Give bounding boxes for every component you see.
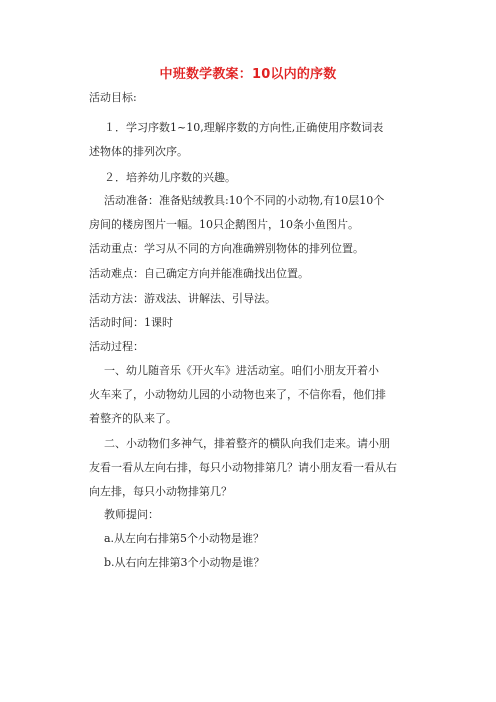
paragraph-process-1: 一、幼儿随音乐《开火车》进活动室。咱们小朋友开着小火车来了，小动物幼儿园的小动物也来了，不信你看，他们排着整齐的队来了。 (89, 364, 386, 425)
paragraph-teacher-question: 教师提问： (104, 508, 159, 521)
paragraph-objective-1: １．学习序数1~10,理解序数的方向性,正确使用序数词表述物体的排列次序。 (89, 121, 384, 158)
paragraph-key-point: 活动重点：学习从不同的方向准确辨别物体的排列位置。 (89, 242, 364, 255)
paragraph-objective-heading: 活动目标: (89, 91, 137, 104)
paragraph-question-b: b.从右向左排第3个小动物是谁？ (104, 556, 265, 569)
paragraph-preparation: 活动准备：准备贴绒教具:10个不同的小动物,有10层10个房间的楼房图片一幅。10只企鹅图片，10条小鱼图片。 (89, 194, 385, 231)
paragraph-question-a: a.从左向右排第5个小动物是谁？ (104, 532, 265, 545)
paragraph-process-2: 二、小动物们多神气，排着整齐的横队向我们走来。请小朋友看一看从左向右排，每只小动物排第几？请小朋友看一看从右向左排，每只小动物排第几？ (89, 437, 397, 498)
paragraph-objective-2: ２．培养幼儿序数的兴趣。 (104, 171, 236, 184)
paragraph-method: 活动方法：游戏法、讲解法、引导法。 (89, 292, 276, 305)
paragraph-duration: 活动时间：1课时 (89, 316, 173, 329)
paragraph-process-heading: 活动过程： (89, 340, 144, 353)
paragraph-difficulty: 活动难点：自己确定方向并能准确找出位置。 (89, 267, 309, 280)
page-title: 中班数学教案：10以内的序数 (159, 67, 337, 82)
